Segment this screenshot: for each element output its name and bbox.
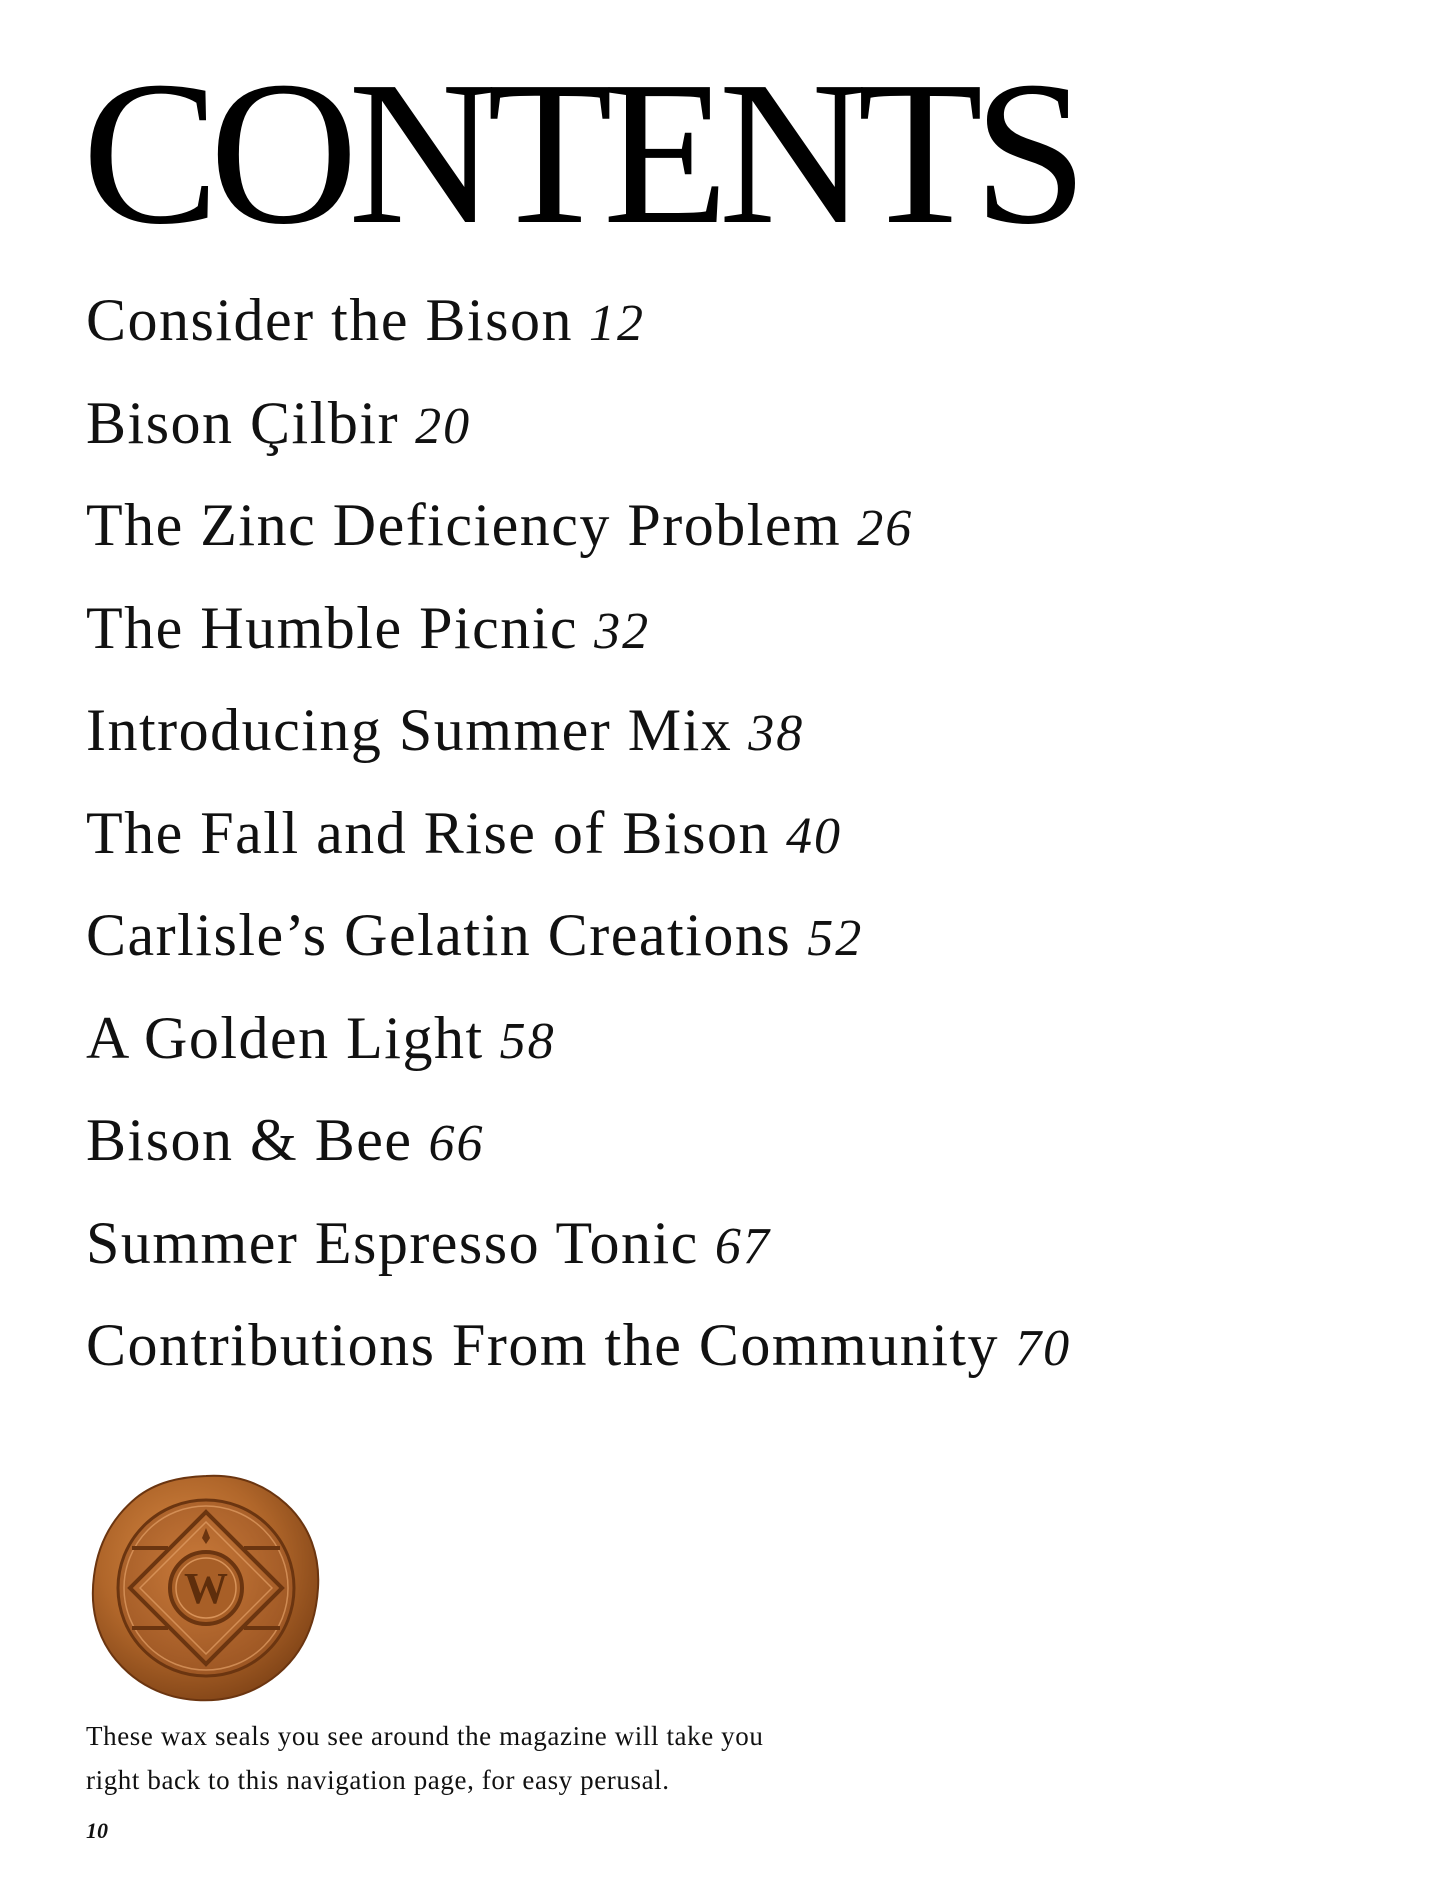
page-number: 10 [86, 1818, 108, 1843]
toc-entry-espresso-tonic[interactable] [86, 1203, 1071, 1306]
toc-entry-page: 66 [428, 1115, 485, 1172]
toc-entry-golden-light[interactable] [86, 998, 1071, 1101]
toc-entry-page: 20 [415, 397, 472, 455]
toc-entry-page: 70 [1015, 1320, 1072, 1377]
toc-entry-summer-mix[interactable] [86, 690, 1071, 793]
toc-entry-bison-cilbir[interactable] [86, 383, 1071, 486]
toc-entry-community-contributions[interactable] [86, 1305, 1071, 1408]
toc-entry-title: Consider the Bison [86, 287, 573, 353]
toc-entry-title: The Humble Picnic [86, 594, 579, 661]
toc-entry-title: Bison Çilbir [86, 389, 400, 456]
toc-entry-page: 67 [714, 1217, 771, 1275]
toc-entry-title: Bison & Bee [86, 1107, 413, 1173]
toc-entry-title: A Golden Light [86, 1004, 484, 1071]
toc-entry-title: The Fall and Rise of Bison [86, 799, 770, 866]
toc-entry-title: The Zinc Deficiency Problem [86, 492, 842, 558]
toc-entry-page: 40 [785, 807, 842, 865]
seal-caption [86, 1714, 886, 1802]
toc-entry-page: 12 [589, 295, 645, 352]
page-title: CONTENTS [82, 38, 1078, 267]
toc-entry-zinc-deficiency[interactable] [86, 485, 1071, 588]
toc-entry-fall-and-rise[interactable] [86, 793, 1071, 896]
toc-entry-consider-the-bison[interactable] [86, 280, 1071, 383]
toc-entry-page: 26 [857, 500, 914, 557]
toc-entry-title: Summer Espresso Tonic [86, 1209, 699, 1276]
toc-entry-title: Carlisle’s Gelatin Creations [86, 902, 792, 968]
wax-seal-graphic [88, 1470, 324, 1706]
wax-seal-icon[interactable] [88, 1470, 324, 1706]
toc-entry-gelatin-creations[interactable] [86, 895, 1071, 998]
toc-entry-page: 52 [807, 910, 864, 967]
toc-entry-bison-and-bee[interactable] [86, 1100, 1071, 1203]
toc-entry-title: Introducing Summer Mix [86, 697, 733, 763]
seal-caption-line-1: These wax seals you see around the magazine will take you [86, 1721, 764, 1751]
seal-caption-line-2: right back to this navigation page, for easy perusal. [86, 1765, 670, 1795]
seal-letter: W [184, 1564, 228, 1613]
toc-entry-page: 38 [748, 705, 805, 762]
toc-entry-humble-picnic[interactable] [86, 588, 1071, 691]
toc-entry-title: Contributions From the Community [86, 1312, 1000, 1378]
toc-entry-page: 32 [594, 602, 651, 660]
toc-entry-page: 58 [499, 1012, 556, 1070]
table-of-contents [86, 280, 1071, 1408]
